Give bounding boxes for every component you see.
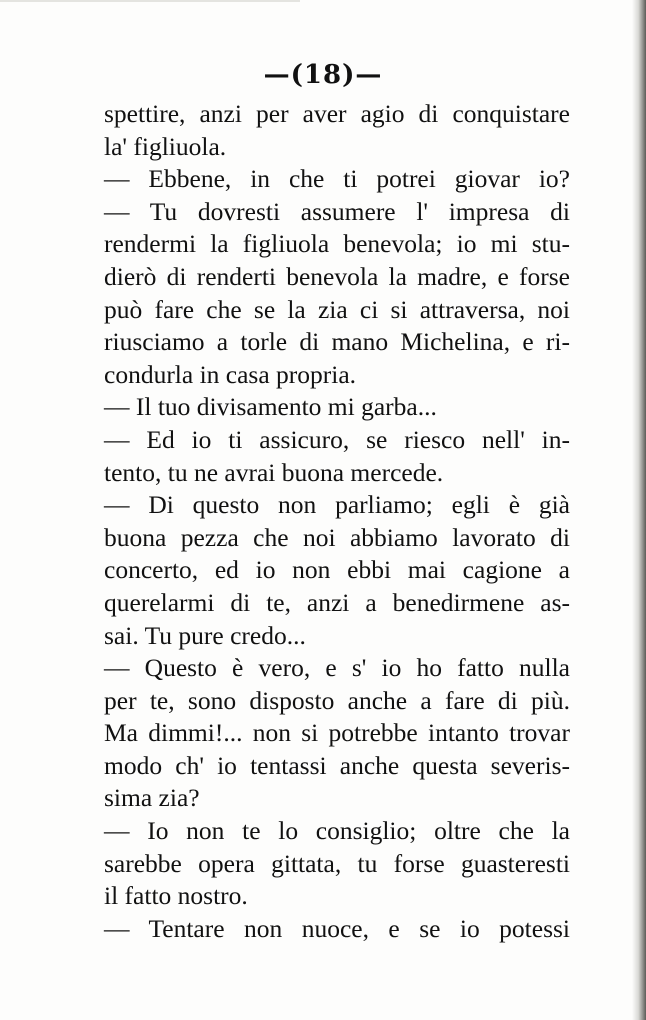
text-line: — Il tuo divisamento mi garba... <box>104 392 437 422</box>
text-line: — Ebbene, in che ti potrei giovar io? <box>104 164 570 194</box>
text-line: spettire, anzi per aver agio di conquistare <box>104 99 570 128</box>
text-line: concerto, ed io non ebbi mai cagione a <box>104 555 570 585</box>
text-line: rendermi la figliuola benevola; io mi stu- <box>104 229 570 259</box>
text-line: — Di questo non parliamo; egli è già <box>104 490 570 520</box>
text-line: — Ed io ti assicuro, se riesco nell' in- <box>104 424 570 454</box>
text-line: la' figliuola. <box>104 131 227 161</box>
text-line: per te, sono disposto anche a fare di più. <box>104 685 570 715</box>
text-line: tento, tu ne avrai buona mercede. <box>104 457 444 487</box>
text-line: — Io non te lo consiglio; oltre che la <box>104 816 570 846</box>
body-text <box>104 98 570 945</box>
text-line: sarebbe opera gittata, tu forse guasteresti <box>104 848 570 878</box>
top-edge-rule <box>0 0 300 2</box>
text-line: — Tu dovresti assumere l' impresa di <box>104 196 570 226</box>
text-line: buona pezza che noi abbiamo lavorato di <box>104 522 570 552</box>
text-line: condurla in casa propria. <box>104 359 357 389</box>
page-number: —(18)— <box>263 60 383 90</box>
text-line: — Questo è vero, e s' io ho fatto nulla <box>104 653 570 683</box>
text-line: dierò di renderti benevola la madre, e forse <box>104 261 570 291</box>
text-line: Ma dimmi!... non si potrebbe intanto trovar <box>104 718 570 748</box>
text-line: il fatto nostro. <box>104 881 248 911</box>
text-line: può fare che se la zia ci si attraversa, noi <box>104 294 570 324</box>
text-line: sai. Tu pure credo... <box>104 620 306 650</box>
page-right-edge-shadow <box>632 0 646 1020</box>
text-line: riusciamo a torle di mano Michelina, e ri- <box>104 327 570 357</box>
text-line: modo ch' io tentassi anche questa severis- <box>104 750 570 780</box>
text-line: — Tentare non nuoce, e se io potessi <box>104 913 570 943</box>
text-line: sima zia? <box>104 783 200 813</box>
text-line: querelarmi di te, anzi a benedirmene as- <box>104 587 570 617</box>
